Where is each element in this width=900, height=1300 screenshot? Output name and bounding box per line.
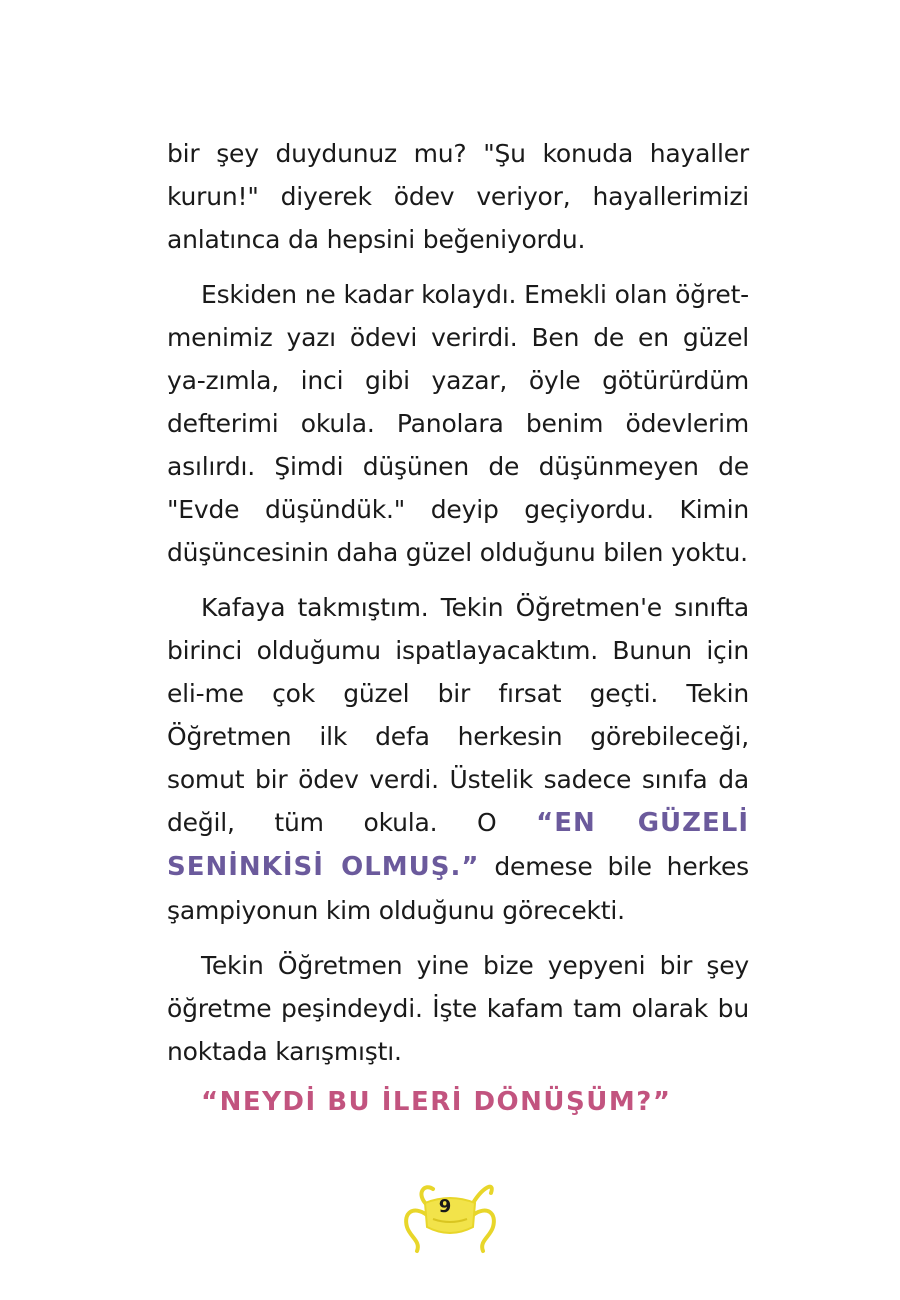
page-number-badge xyxy=(395,1175,505,1255)
paragraph-3-text-end: demese bile herkes şampiyonun kim olduğunu görecekti. xyxy=(167,852,749,925)
paragraph-1: bir şey duydunuz mu? "Şu konuda hayaller kurun!" diyerek ödev veriyor, hayallerimizi anlatınca da hepsini beğeniyordu. xyxy=(167,139,749,254)
paragraph-3 xyxy=(167,586,749,932)
paragraph-2: Eskiden ne kadar kolaydı. Emekli olan öğret-menimiz yazı ödevi verirdi. Ben de en güzel ya-zımla, inci gibi yazar, öyle götürürdüm defterimi okula. Panolara benim ödevlerim asılırdı. Şimdi düşünen de düşünmeyen de "Evde düşündük." deyip geçiyordu. Kimin düşüncesinin daha güzel olduğunu bilen yoktu. xyxy=(167,280,749,567)
closing-question: “NEYDİ BU İLERİ DÖNÜŞÜM?” xyxy=(201,1087,672,1117)
paragraph-4: Tekin Öğretmen yine bize yepyeni bir şey öğretme peşindeydi. İşte kafam tam olarak bu noktada karışmıştı. xyxy=(167,951,749,1066)
paragraph-3-text-start: Kafaya takmıştım. Tekin Öğretmen'e sınıfta birinci olduğumu ispatlayacaktım. Bunun için eli-me çok güzel bir fırsat geçti. Tekin Öğretmen ilk defa herkesin görebileceği, somut bir ödev verdi. Üstelik sadece sınıfa da değil, tüm okula. O xyxy=(167,593,749,837)
page-body xyxy=(167,132,749,1117)
page-number: 9 xyxy=(438,1196,452,1217)
highlighted-quote: “EN GÜZELİ SENİNKİSİ OLMUŞ.” xyxy=(167,808,750,882)
